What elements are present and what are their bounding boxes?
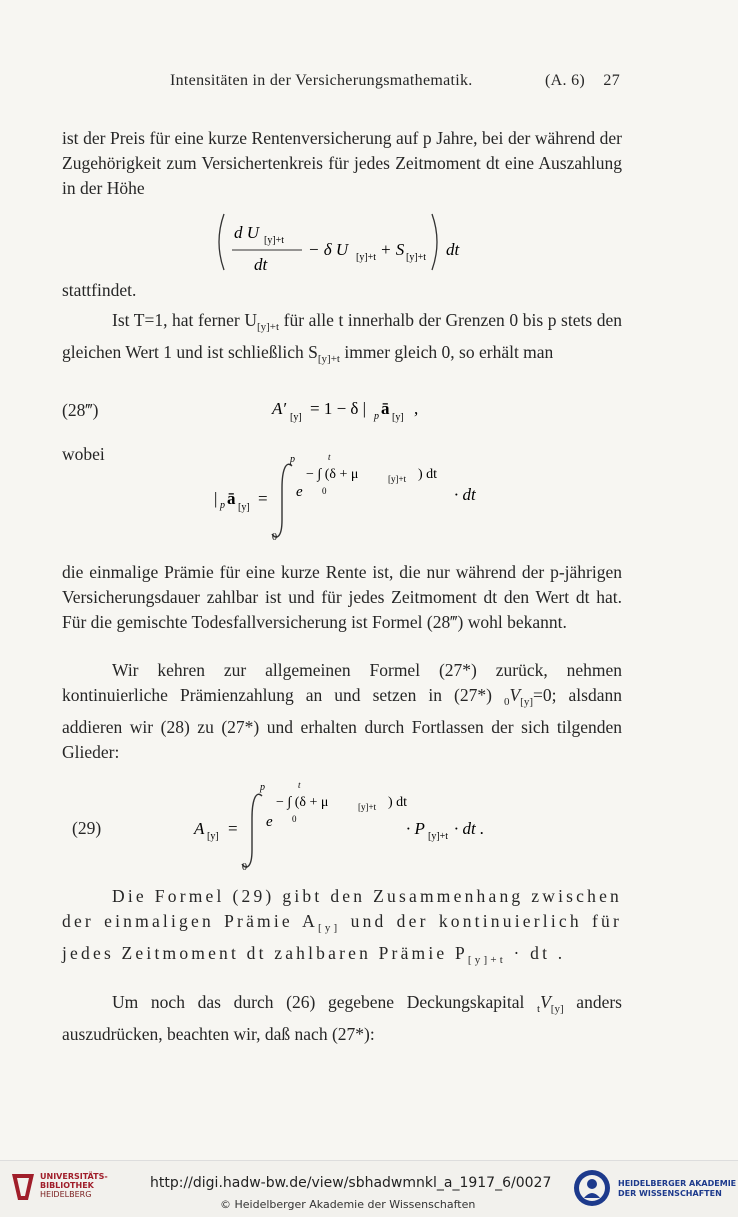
- svg-text:0: 0: [272, 532, 277, 542]
- svg-text:· P: · P: [406, 819, 425, 838]
- header-title: Intensitäten in der Versicherungsmathematik.: [170, 72, 473, 89]
- svg-text:ā: ā: [381, 399, 390, 418]
- equation-28: [268, 392, 438, 428]
- svg-text:,: ,: [414, 399, 419, 418]
- eq-den: dt: [254, 255, 268, 274]
- svg-text:t: t: [328, 452, 331, 462]
- svg-text:[y]: [y]: [290, 412, 302, 423]
- svg-text:− ∫ (δ + μ: − ∫ (δ + μ: [276, 795, 329, 810]
- svg-text:A′: A′: [272, 399, 287, 418]
- svg-text:[y]+t: [y]+t: [406, 252, 427, 263]
- svg-text:|: |: [214, 489, 218, 508]
- svg-text:[y]: [y]: [392, 412, 404, 423]
- svg-text:[y]+t: [y]+t: [356, 252, 377, 263]
- eq29-tag: (29): [72, 818, 102, 838]
- paragraph-6: Die Formel (29) gibt den Zusammenhang zwischen der einmaligen Prämie $A_{[y]}$ und der kontinuierlich für jedes Zeitmoment dt zahlbaren Prämie $P_{[y]+t}$ · dt .: [62, 886, 623, 966]
- eq28-tag: (28‴): [62, 400, 99, 420]
- paragraph-7: Um noch das durch (26) gegebene Deckungskapital $_tV_{[y]}$ anders auszudrücken, beachten wir, daß nach (27*):: [62, 992, 622, 1044]
- svg-text:[y]: [y]: [207, 831, 219, 842]
- paragraph-3: Ist T=1, hat ferner $U_{[y]+t}$ für alle t innerhalb der Grenzen 0 bis p stets den gleichen Wert 1 und ist schließlich $S_{[y]+t}$ immer gleich 0, so erhält man: [62, 310, 622, 365]
- eq-num-sub: [y]+t: [264, 235, 285, 246]
- eq-rest: − δ U: [308, 240, 349, 259]
- paragraph-4: die einmalige Prämie für eine kurze Rente ist, die nur während der p-jährigen Versicherungsdauer zahlbar ist und für jedes Zeitmoment dt den Wert dt hat. Für die gemischte Todesfallversicherung ist Formel (28‴) wohl bekannt.: [62, 562, 622, 632]
- ub-logo-icon: [8, 1170, 38, 1204]
- svg-text:ā: ā: [227, 489, 236, 508]
- paragraph-1: ist der Preis für eine kurze Rentenversicherung auf p Jahre, bei der während der Zugehörigkeit zum Versichertenkreis für jedes Zeitmoment dt eine Auszahlung in der Höhe: [62, 128, 622, 198]
- paragraph-5: Wir kehren zur allgemeinen Formel (27*) zurück, nehmen kontinuierliche Prämienzahlung an und setzen in (27*) $_0V_{[y]}=0$; alsdann addieren wir (28) zu (27*) und erhalten durch Fortlassen der sich tilgenden Glieder:: [62, 660, 622, 762]
- svg-text:= 1 − δ |: = 1 − δ |: [310, 399, 367, 418]
- svg-text:p: p: [290, 454, 295, 465]
- svg-text:A: A: [194, 819, 205, 838]
- svg-text:· dt .: · dt .: [454, 819, 485, 838]
- svg-text:[y]+t: [y]+t: [428, 831, 449, 842]
- svg-text:) dt: ) dt: [418, 467, 438, 482]
- svg-text:dt: dt: [446, 240, 460, 259]
- copyright-text: © Heidelberger Akademie der Wissenschaften: [220, 1198, 476, 1211]
- eq-plus: + S: [380, 240, 405, 259]
- svg-text:0: 0: [322, 486, 327, 496]
- svg-text:) dt: ) dt: [388, 795, 408, 810]
- header-section: (A. 6): [545, 72, 586, 89]
- svg-text:[y]: [y]: [238, 502, 250, 513]
- svg-text:e: e: [266, 814, 273, 830]
- equation-annuity: [210, 448, 490, 542]
- svg-text:p: p: [260, 782, 265, 793]
- svg-text:0: 0: [292, 814, 297, 824]
- academy-seal-icon: [572, 1168, 612, 1208]
- svg-text:− ∫ (δ + μ: − ∫ (δ + μ: [306, 467, 359, 482]
- svg-text:=: =: [228, 819, 238, 838]
- wobei-text: wobei: [62, 444, 105, 464]
- svg-text:t: t: [298, 780, 301, 790]
- svg-text:p: p: [374, 411, 379, 422]
- page-number: 27: [603, 72, 620, 89]
- svg-text:· dt: · dt: [454, 485, 476, 504]
- doc-url-link[interactable]: http://digi.hadw-bw.de/view/sbhadwmnkl_a_1917_6/0027: [150, 1175, 552, 1191]
- paragraph-2: stattfindet.: [62, 280, 137, 300]
- svg-text:=: =: [258, 489, 268, 508]
- svg-text:[y]+t: [y]+t: [388, 474, 407, 484]
- ub-logo-text: UNIVERSITÄTS- BIBLIOTHEK HEIDELBERG: [40, 1172, 108, 1199]
- equation-29: [190, 776, 530, 872]
- running-header: [170, 72, 620, 90]
- svg-text:e: e: [296, 484, 303, 500]
- eq-num: d U: [234, 223, 260, 242]
- academy-logo-text: HEIDELBERGER AKADEMIE DER WISSENSCHAFTEN: [618, 1179, 737, 1198]
- equation-payment-intensity: [210, 208, 490, 278]
- svg-text:[y]+t: [y]+t: [358, 802, 377, 812]
- svg-text:0: 0: [242, 862, 247, 872]
- svg-text:p: p: [220, 500, 225, 511]
